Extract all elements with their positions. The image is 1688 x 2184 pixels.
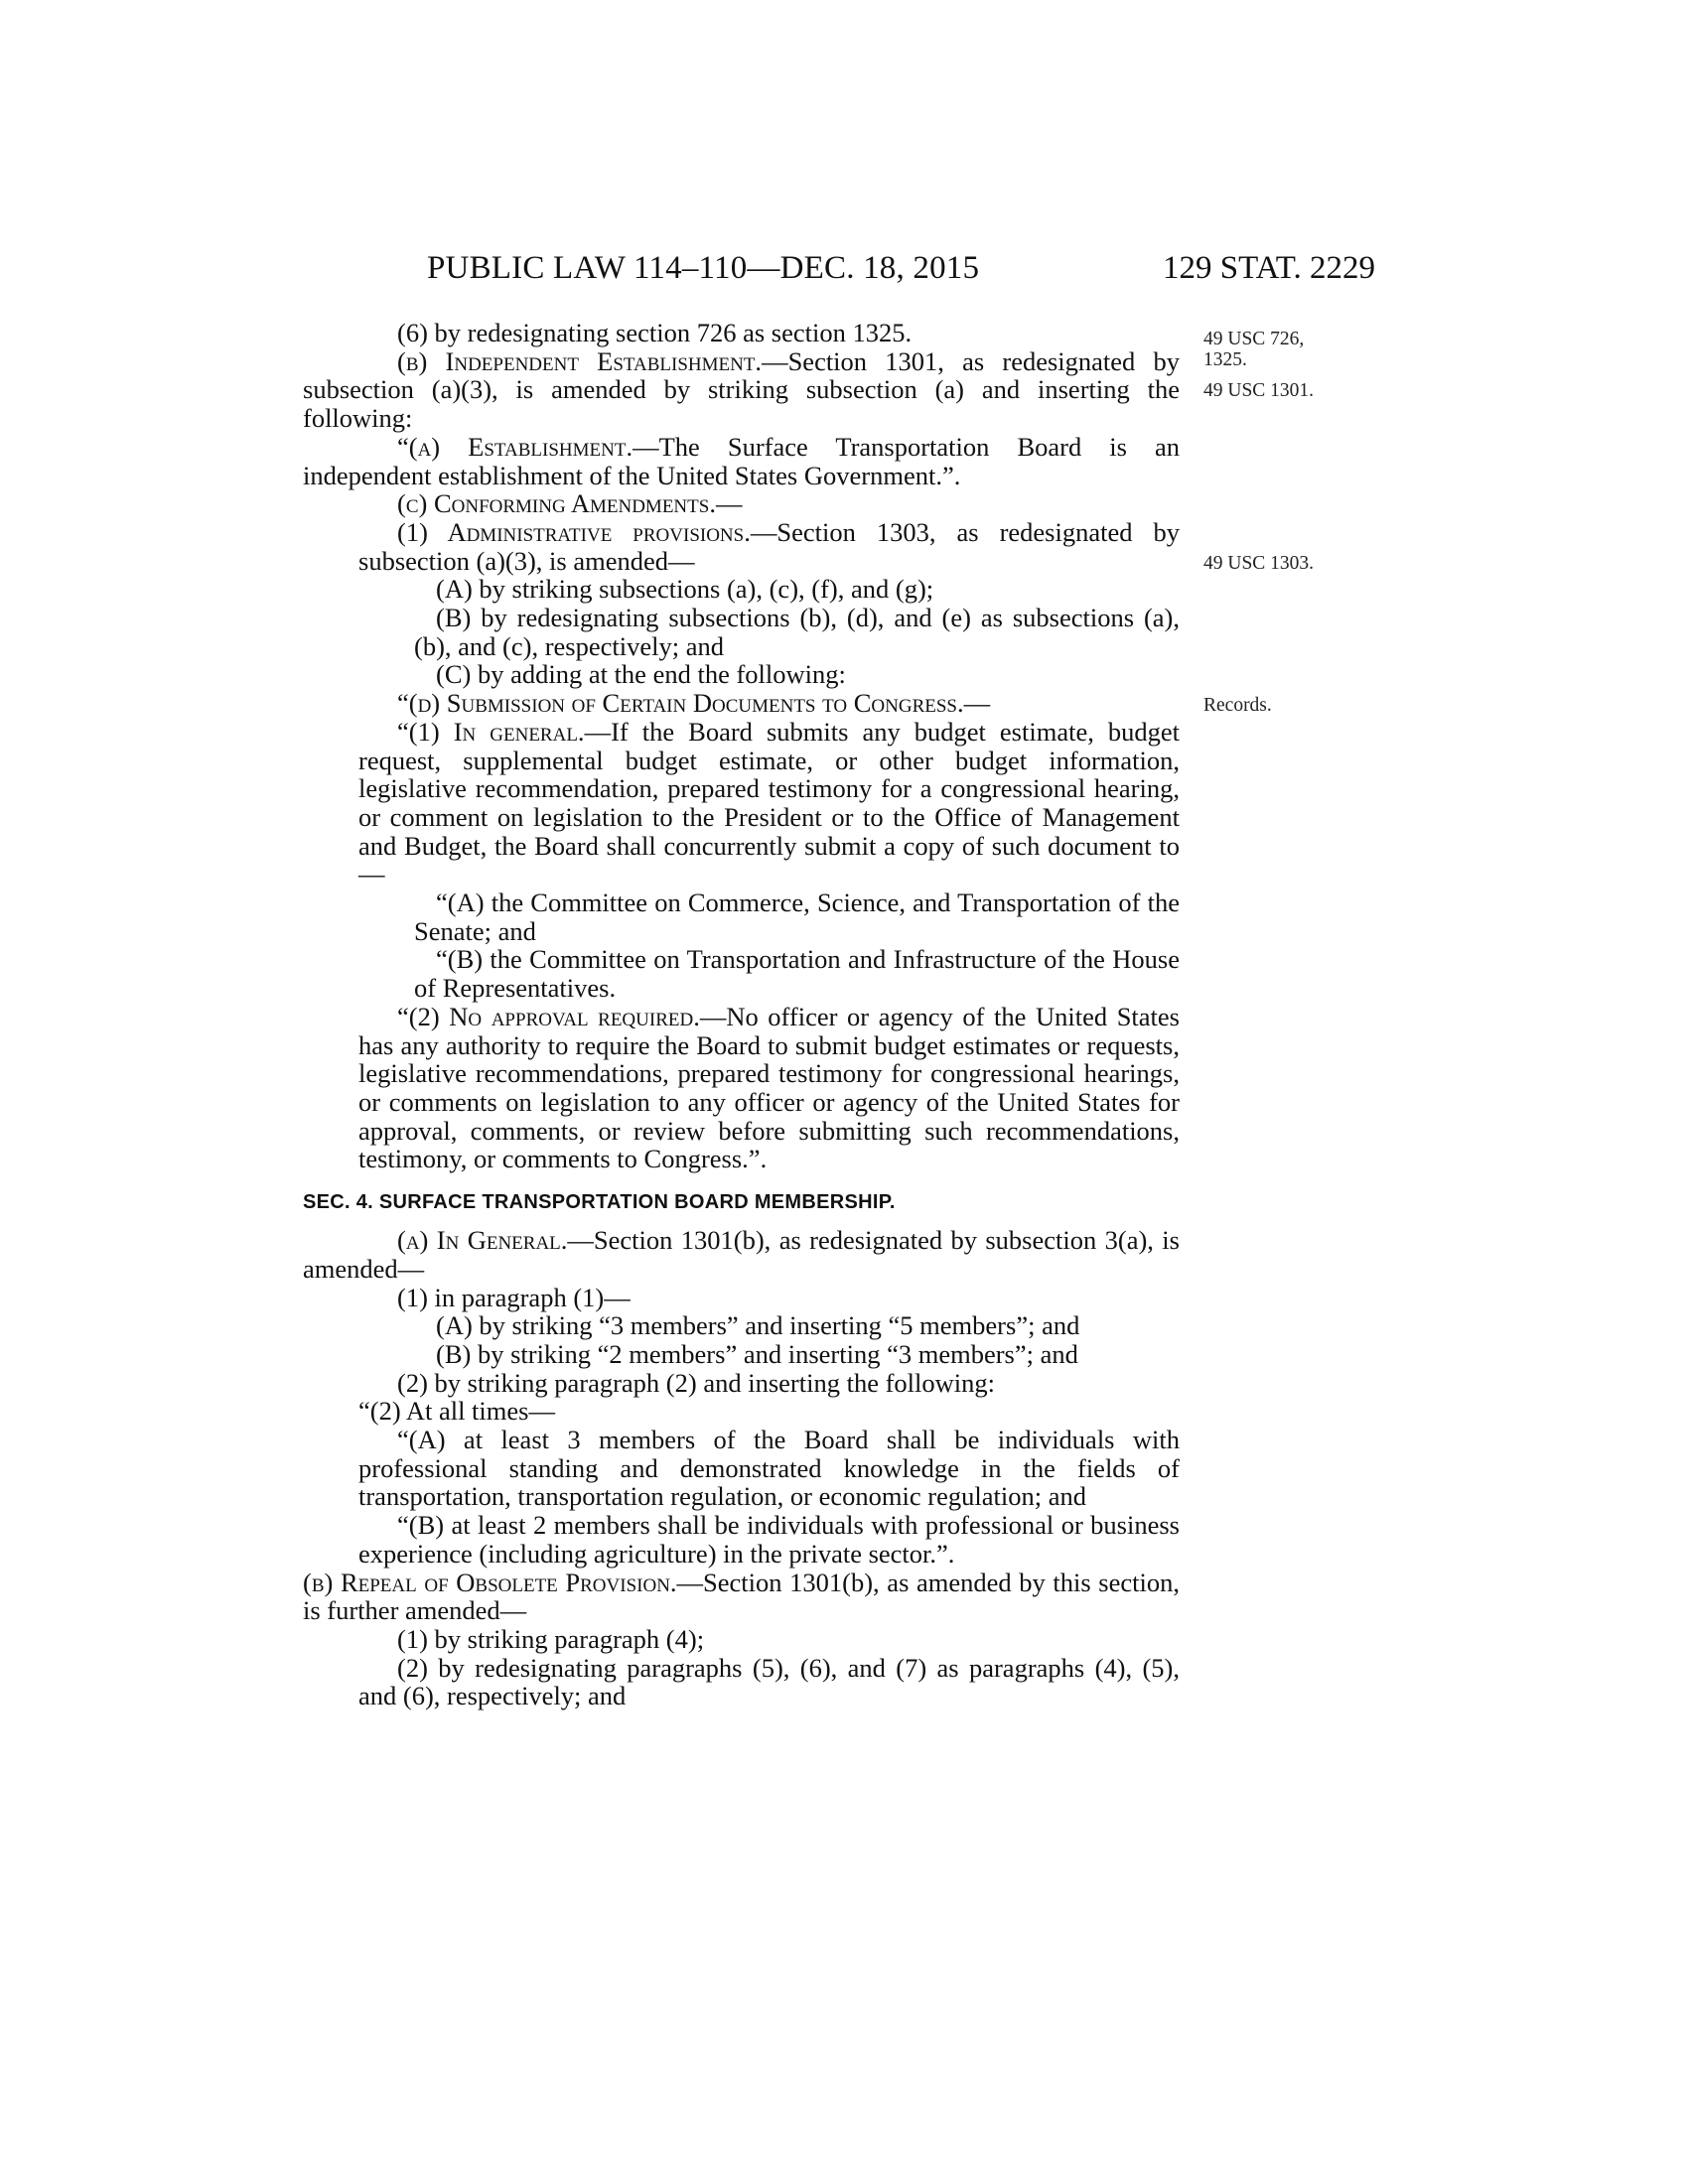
margin-note: 1325.: [1203, 349, 1247, 370]
paragraph: (1) in paragraph (1)—: [397, 1282, 631, 1312]
paragraph: (A) by striking “3 members” and inserting “5 members”; and: [436, 1310, 1080, 1341]
paragraph: (c) Conforming Amendments.—: [397, 488, 743, 519]
section-heading: SEC. 4. SURFACE TRANSPORTATION BOARD MEMBERSHIP.: [303, 1191, 896, 1214]
paragraph: (2) by redesignating paragraphs (5), (6), and (7) as paragraphs (4), (5), and (6), respectively; and: [358, 1652, 1180, 1711]
paragraph: (1) by striking paragraph (4);: [397, 1623, 705, 1654]
paragraph: “(A) the Committee on Commerce, Science, and Transportation of the Senate; and: [414, 887, 1180, 946]
paragraph: (b) Repeal of Obsolete Provision.—Section 1301(b), as amended by this section, is further amended—: [303, 1567, 1180, 1626]
paragraph: “(2) No approval required.—No officer or agency of the United States has any authority to require the Board to submit budget estimates or requests, legislative recommendations, prepared testimony for congressional hearings, or comments on legislation to any officer or agency of the United States for approval, comments, or review before submitting such recommendations, testimony, or comments to Congress.”.: [358, 1001, 1180, 1174]
paragraph: “(2) At all times—: [358, 1396, 555, 1427]
paragraph: “(1) In general.—If the Board submits any budget estimate, budget request, supplemental budget estimate, or other budget information, legislative recommendation, prepared testimony for a congressional hearing, or comment on legislation to the President or to the Office of Management and Budget, the Board shall concurrently submit a copy of such document to—: [358, 716, 1180, 889]
public-law-title: PUBLIC LAW 114–110—DEC. 18, 2015: [427, 250, 980, 286]
margin-note: 49 USC 1303.: [1203, 553, 1315, 574]
statute-text: [303, 319, 1180, 1710]
margin-note: 49 USC 726,: [1203, 329, 1305, 349]
paragraph: “(a) Establishment.—The Surface Transportation Board is an independent establishment of the United States Government.”.: [303, 431, 1180, 490]
paragraph: (A) by striking subsections (a), (c), (f), and (g);: [436, 574, 934, 605]
statute-page-number: 129 STAT. 2229: [1162, 250, 1375, 286]
paragraph: (B) by redesignating subsections (b), (d), and (e) as subsections (a), (b), and (c), respectively; and: [414, 603, 1180, 661]
paragraph: (2) by striking paragraph (2) and inserting the following:: [397, 1367, 995, 1398]
paragraph: (1) Administrative provisions.—Section 1303, as redesignated by subsection (a)(3), is amended—: [358, 516, 1180, 576]
paragraph: (C) by adding at the end the following:: [436, 659, 846, 690]
paragraph: (B) by striking “2 members” and inserting “3 members”; and: [436, 1338, 1078, 1369]
margin-note: 49 USC 1301.: [1203, 380, 1315, 401]
paragraph: (a) In General.—Section 1301(b), as redesignated by subsection 3(a), is amended—: [303, 1225, 1180, 1284]
paragraph: “(B) at least 2 members shall be individuals with professional or business experience (including agriculture) in the private sector.”.: [358, 1510, 1180, 1569]
page-header: [303, 250, 1375, 294]
paragraph: “(d) Submission of Certain Documents to Congress.—: [397, 688, 991, 719]
paragraph: (6) by redesignating section 726 as section 1325.: [397, 318, 913, 347]
paragraph: (b) Independent Establishment.—Section 1301, as redesignated by subsection (a)(3), is amended by striking subsection (a) and inserting the following:: [303, 345, 1180, 434]
margin-note: Records.: [1203, 695, 1272, 716]
paragraph: “(B) the Committee on Transportation and Infrastructure of the House of Representatives.: [414, 944, 1180, 1004]
paragraph: “(A) at least 3 members of the Board shall be individuals with professional standing and demonstrated knowledge in the fields of transportation, transportation regulation, or economic regulation; and: [358, 1425, 1180, 1512]
